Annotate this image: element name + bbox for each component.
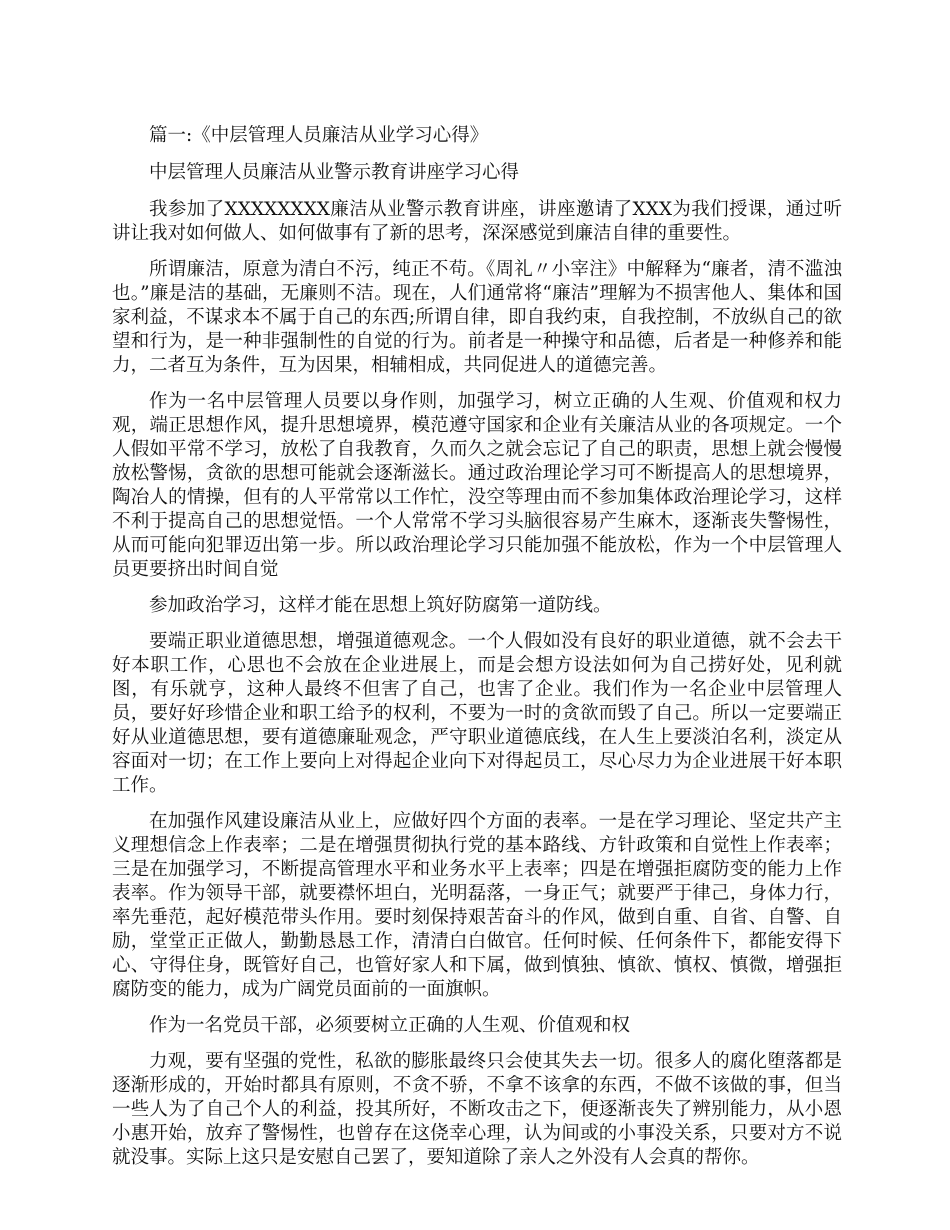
document-page bbox=[112, 124, 842, 1182]
paragraph-6: 在加强作风建设廉洁从业上，应做好四个方面的表率。一是在学习理论、坚定共产主义理想信念上作表率；二是在增强贯彻执行党的基本路线、方针政策和自觉性上作表率；三是在加强学习，不断提高管理水平和业务水平上表率；四是在增强拒腐防变的能力上作表率。作为领导干部，就要襟怀坦白，光明磊落，一身正气；就要严于律己，身体力行，率先垂范，起好模范带头作用。要时刻保持艰苦奋斗的作风，做到自重、自省、自警、自励，堂堂正正做人，勤勤恳恳工作，清清白白做官。任何时候、任何条件下，都能安得下心、守得住身，既管好自己，也管好家人和下属，做到慎独、慎欲、慎权、慎微，增强拒腐防变的能力，成为广阔党员面前的一面旗帜。 bbox=[112, 811, 842, 1000]
paragraph-3: 作为一名中层管理人员要以身作则，加强学习，树立正确的人生观、价值观和权力观，端正思想作风，提升思想境界，模范遵守国家和企业有关廉洁从业的各项规定。一个人假如平常不学习，放松了自我教育，久而久之就会忘记了自己的职责，思想上就会慢慢放松警惕，贪欲的思想可能就会逐渐滋长。通过政治理论学习可不断提高人的思想境界，陶冶人的情操，但有的人平常常以工作忙，没空等理由而不参加集体政治理论学习，这样不利于提高自己的思想觉悟。一个人常常不学习头脑很容易产生麻木，逐渐丧失警惕性，从而可能向犯罪迈出第一步。所以政治理论学习只能加强不能放松，作为一个中层管理人员更要挤出时间自觉 bbox=[112, 391, 842, 580]
paragraph-2: 所谓廉洁，原意为清白不污，纯正不苟。《周礼〃小宰注》中解释为“廉者，清不滥浊也。”廉是洁的基础，无廉则不洁。现在，人们通常将“廉洁”理解为不损害他人、集体和国家利益，不谋求本不属于自己的东西;所谓自律，即自我约束，自我控制，不放纵自己的欲望和行为，是一种非强制性的自觉的行为。前者是一种操守和品德，后者是一种修养和能力，二者互为条件，互为因果，相辅相成，共同促进人的道德完善。 bbox=[112, 259, 842, 376]
document-title: 篇一:《中层管理人员廉洁从业学习心得》 bbox=[149, 125, 489, 146]
paragraph-7: 作为一名党员干部，必须要树立正确的人生观、价值观和权 bbox=[149, 1015, 631, 1036]
paragraph-1: 我参加了XXXXXXXX廉洁从业警示教育讲座，讲座邀请了XXX为我们授课，通过听讲让我对如何做人、如何做事有了新的思考，深深感觉到廉洁自律的重要性。 bbox=[112, 199, 842, 244]
document-subtitle: 中层管理人员廉洁从业警示教育讲座学习心得 bbox=[149, 162, 520, 183]
paragraph-8: 力观，要有坚强的党性，私欲的膨胀最终只会使其失去一切。很多人的腐化堕落都是逐渐形成的，开始时都具有原则，不贪不骄，不拿不该拿的东西，不做不该做的事，但当一些人为了自己个人的利益，投其所好，不断攻击之下，便逐渐丧失了辨别能力，从小恩小惠开始，放弃了警惕性，也曾存在这侥幸心理，认为间或的小事没关系，只要对方不说就没事。实际上这只是安慰自己罢了，要知道除了亲人之外没有人会真的帮你。 bbox=[112, 1051, 842, 1168]
paragraph-4: 参加政治学习，这样才能在思想上筑好防腐第一道防线。 bbox=[149, 595, 612, 616]
paragraph-5: 要端正职业道德思想，增强道德观念。一个人假如没有良好的职业道德，就不会去干好本职工作，心思也不会放在企业进展上，而是会想方设法如何为自己捞好处，见利就图，有乐就亨，这种人最终不但害了自己，也害了企业。我们作为一名企业中层管理人员，要好好珍惜企业和职工给予的权利，不要为一时的贪欲而毁了自己。所以一定要端正好从业道德思想，要有道德廉耻观念，严守职业道德底线，在人生上要淡泊名利，淡定从容面对一切；在工作上要向上对得起企业向下对得起员工，尽心尽力为企业进展干好本职工作。 bbox=[112, 631, 842, 796]
